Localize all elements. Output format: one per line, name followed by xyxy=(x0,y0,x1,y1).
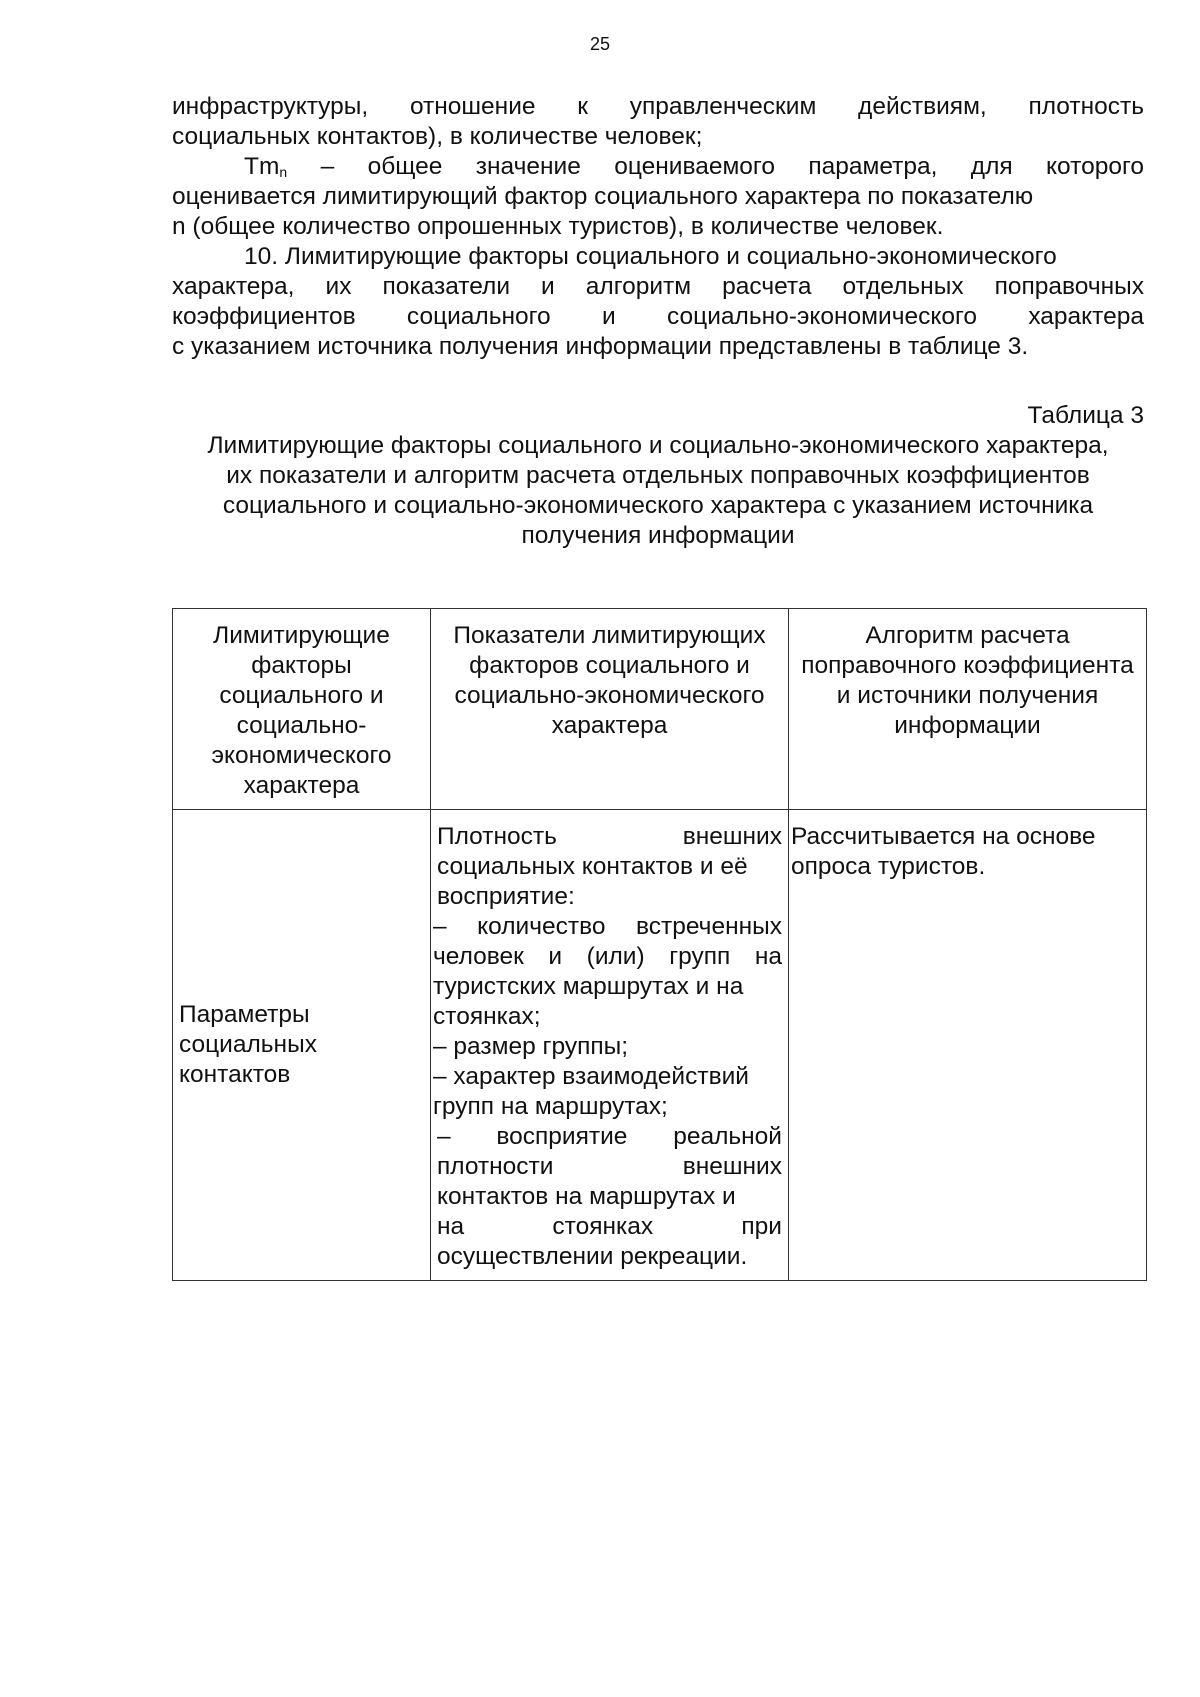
cell-algorithm: Рассчитывается на основе опроса туристов. xyxy=(789,810,1147,1281)
indicator-line: – размер группы; xyxy=(433,1033,629,1060)
indicator-line: осуществлении рекреации. xyxy=(437,1243,748,1270)
body-text xyxy=(172,92,1144,362)
indicator-line: контактов на маршрутах и xyxy=(437,1183,736,1210)
indicator-line: человек и (или) групп на xyxy=(433,943,782,970)
cell-indicators xyxy=(431,810,789,1281)
paragraph-line: n (общее количество опрошенных туристов), в количестве человек. xyxy=(172,213,944,240)
indicator-line: плотности внешних xyxy=(437,1153,782,1180)
indicator-line: на стоянках при xyxy=(437,1213,782,1240)
table-caption-line: Лимитирующие факторы социального и социально-экономического характера, xyxy=(207,432,1109,459)
table-caption-line: социального и социально-экономического характера с указанием источника xyxy=(222,492,1094,519)
indicator-line: туристских маршрутах и на xyxy=(433,973,744,1000)
table-caption xyxy=(168,431,1148,551)
table-row xyxy=(173,810,1147,1281)
paragraph-2 xyxy=(172,152,1144,182)
paragraph-2-cont xyxy=(172,182,1144,242)
paragraph-line: коэффициентов социального и социально-экономического характера xyxy=(172,303,1144,330)
paragraph-3 xyxy=(172,242,1144,272)
indicator-line: – количество встреченных xyxy=(433,913,782,940)
header-factors: Лимитирующие факторы социального и социально-экономического характера xyxy=(173,609,431,810)
indicator-line: – восприятие реальной xyxy=(437,1123,782,1150)
limiting-factors-table xyxy=(172,608,1147,1281)
page-number: 25 xyxy=(589,34,611,54)
paragraph-line: характера, их показатели и алгоритм расчета отдельных поправочных xyxy=(172,273,1144,300)
paragraph-line: с указанием источника получения информации представлены в таблице 3. xyxy=(172,333,1029,360)
indicator-line: восприятие: xyxy=(437,883,575,910)
paragraph-line: оценивается лимитирующий фактор социального характера по показателю xyxy=(172,183,1034,210)
indicator-line: групп на маршрутах; xyxy=(433,1093,668,1120)
paragraph-line: инфраструктуры, отношение к управленческим действиям, плотность xyxy=(172,93,1144,120)
table-header-row xyxy=(173,609,1147,810)
table-label: Таблица 3 xyxy=(1027,402,1144,429)
paragraph-line: 10. Лимитирующие факторы социального и социально-экономического xyxy=(244,243,1057,270)
header-algorithm: Алгоритм расчета поправочного коэффициента и источники получения информации xyxy=(789,609,1147,810)
header-indicators: Показатели лимитирующих факторов социального и социально-экономического характера xyxy=(431,609,789,810)
variable-subscript: n xyxy=(279,164,288,180)
cell-factor: Параметры социальных контактов xyxy=(173,810,431,1281)
paragraph-3-cont xyxy=(172,272,1144,362)
paragraph-1 xyxy=(172,92,1144,152)
paragraph-line: – общее значение оцениваемого параметра, для которого xyxy=(287,153,1144,180)
indicator-line: Плотность внешних xyxy=(437,823,782,850)
table-caption-line: получения информации xyxy=(521,522,795,549)
variable-symbol: Tm xyxy=(244,153,280,180)
paragraph-line: социальных контактов), в количестве человек; xyxy=(172,123,703,150)
indicator-line: – характер взаимодействий xyxy=(433,1063,749,1090)
indicator-line: стоянках; xyxy=(433,1003,541,1030)
indicator-line: социальных контактов и её xyxy=(437,853,748,880)
table-caption-line: их показатели и алгоритм расчета отдельных поправочных коэффициентов xyxy=(226,462,1090,489)
